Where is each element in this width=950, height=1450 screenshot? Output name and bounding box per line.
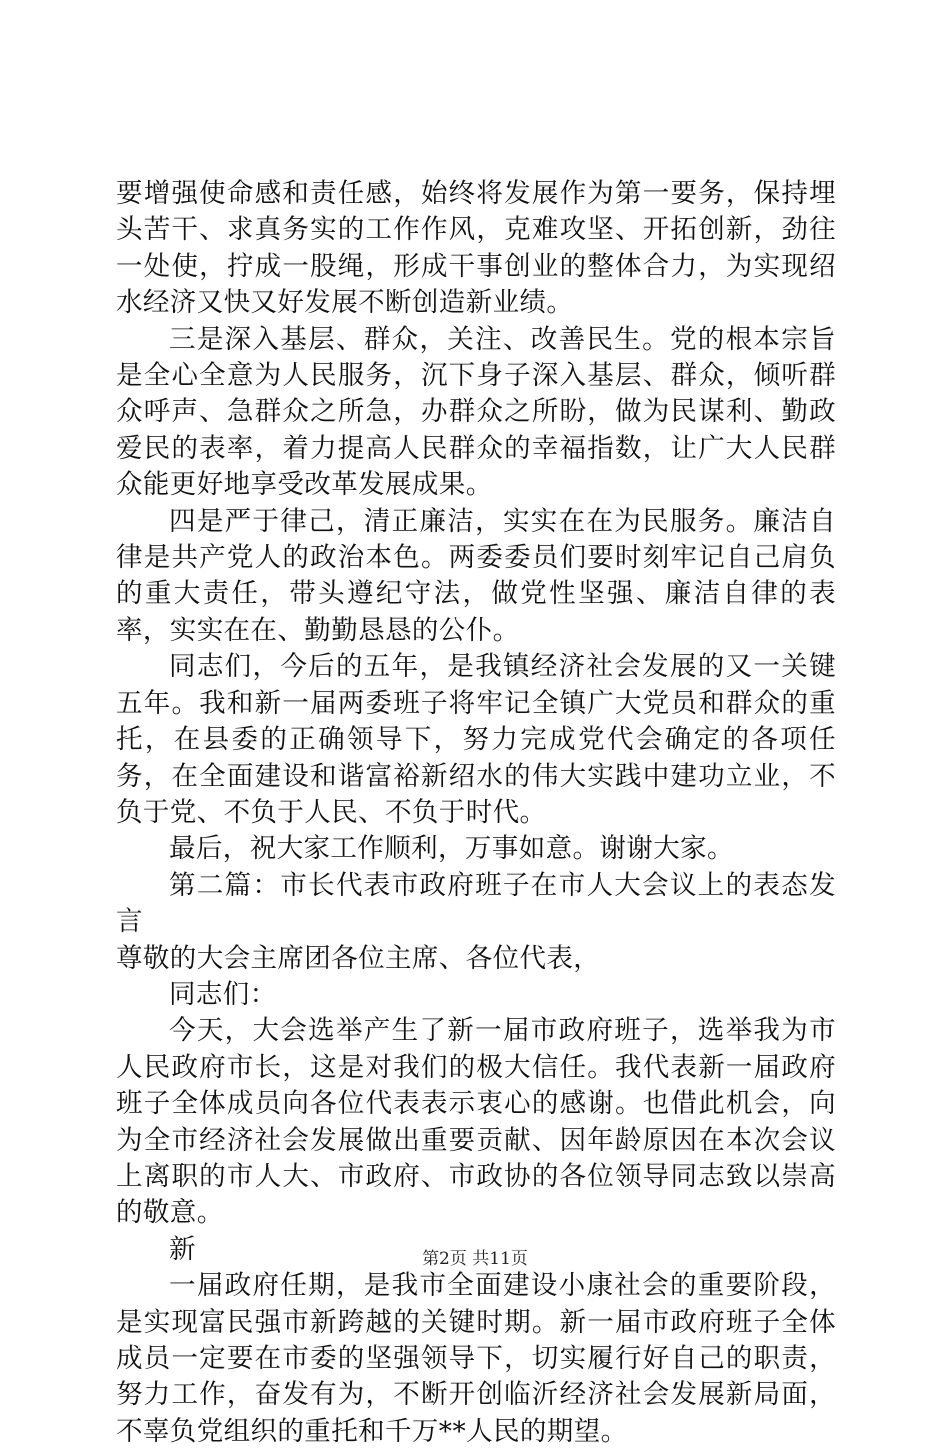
paragraph-7: 一届政府任期，是我市全面建设小康社会的重要阶段，是实现富民强市新跨越的关键时期。新一届市政府班子全体成员一定要在市委的坚强领导下，切实履行好自己的职责，努力工作，奋发有为，不断开创临沂经济社会发展新局面，不辜负党组织的重托和千万**人民的期望。 (116, 1270, 836, 1447)
salutation: 尊敬的大会主席团各位主席、各位代表， (116, 942, 601, 974)
paragraph-4: 同志们，今后的五年，是我镇经济社会发展的又一关键五年。我和新一届两委班子将牢记全镇广大党员和群众的重托，在县委的正确领导下，努力完成党代会确定的各项任务，在全面建设和谐富裕新绍水的伟大实践中建功立业，不负于党、不负于人民、不负于时代。 (116, 651, 836, 828)
paragraph-5: 最后，祝大家工作顺利，万事如意。谢谢大家。 (169, 833, 734, 865)
paragraph-6: 今天，大会选举产生了新一届市政府班子，选举我为市人民政府市长，这是对我们的极大信任。我代表新一届政府班子全体成员向各位代表表示衷心的感谢。也借此机会，向为全市经济社会发展做出重要贡献、因年龄原因在本次会议上离职的市人大、市政府、市政协的各位领导同志致以崇高的敬意。 (116, 1015, 836, 1229)
paragraph-3: 四是严于律己，清正廉洁，实实在在为民服务。廉洁自律是共产党人的政治本色。两委委员们要时刻牢记自己肩负的重大责任，带头遵纪守法，做党性坚强、廉洁自律的表率，实实在在、勤勤恳恳的公仆。 (116, 505, 836, 646)
paragraph-1: 要增强使命感和责任感，始终将发展作为第一要务，保持埋头苦干、求真务实的工作作风，克难攻坚、开拓创新，劲往一处使，拧成一股绳，形成干事创业的整体合力，为实现绍水经济又快又好发展不断创造新业绩。 (116, 178, 836, 319)
page-number-footer: 第2页 共11页 (422, 1249, 528, 1269)
paragraph-7-start: 新 (169, 1233, 196, 1265)
section-heading: 第二篇：市长代表市政府班子在市人大会议上的表态发言 (116, 869, 836, 938)
paragraph-2: 三是深入基层、群众，关注、改善民生。党的根本宗旨是全心全意为人民服务，沉下身子深入基层、群众，倾听群众呼声、急群众之所急，办群众之所盼，做为民谋利、勤政爱民的表率，着力提高人民群众的幸福指数，让广大人民群众能更好地享受改革发展成果。 (116, 323, 836, 501)
salutation-comrades: 同志们： (169, 978, 277, 1010)
